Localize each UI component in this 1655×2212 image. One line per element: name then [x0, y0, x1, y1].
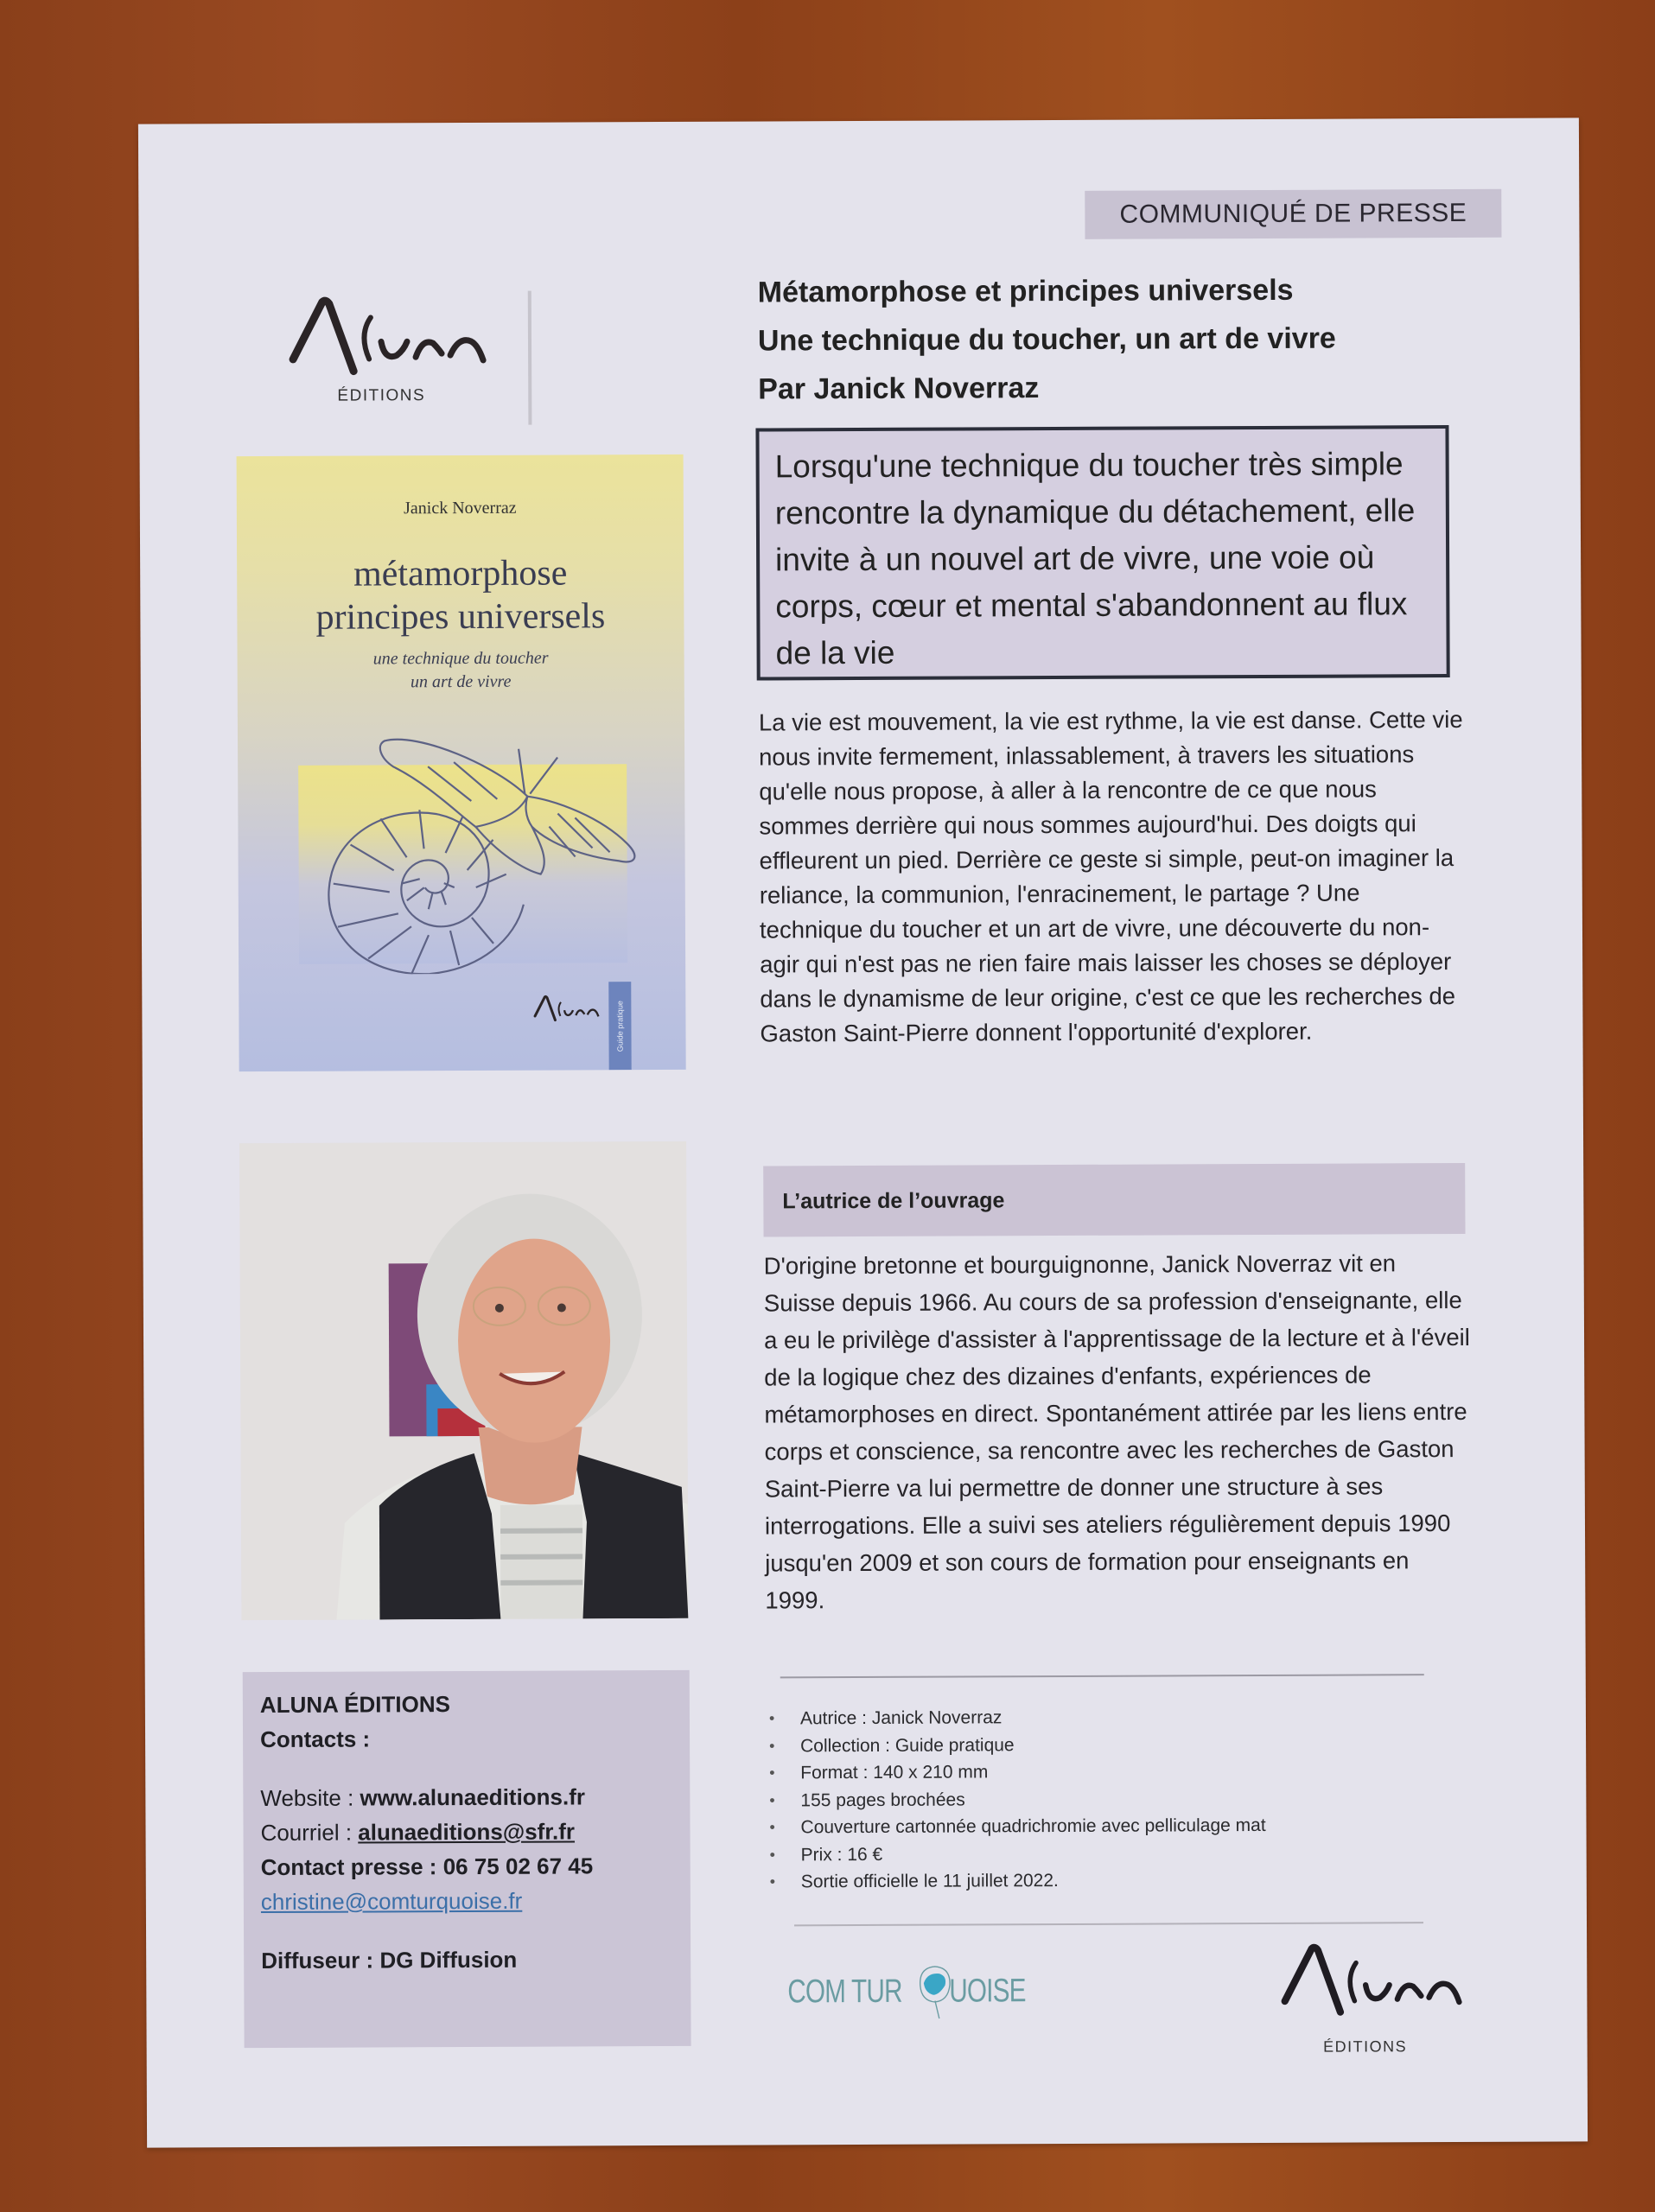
- com-turquoise-text-left: COM TUR: [787, 1973, 902, 2010]
- logo-bottom-editions-label: ÉDITIONS: [1323, 2037, 1408, 2056]
- cover-title: [237, 551, 684, 639]
- com-turquoise-text-right: UOISE: [948, 1972, 1026, 2010]
- logo-divider: [528, 291, 532, 425]
- press-release-badge: COMMUNIQUÉ DE PRESSE: [1085, 189, 1501, 239]
- cover-subtitle: [238, 646, 684, 695]
- spec-item: • Format : 140 x 210 mm: [766, 1757, 1423, 1787]
- book-cover-image: [237, 454, 686, 1071]
- author-bio-paragraph: D'origine bretonne et bourguignonne, Janick Noverraz vit en Suisse depuis 1966. Au cours de sa profession d'enseignante, elle a eu le privilège d'assister à l'apprentissage de la lecture et à l'éveil de la logique chez des dizaines d'enfants, expériences de métamorphoses en direct. Spontanément attirée par les liens entre corps et conscience, sa rencontre avec les recherches de Gaston Saint-Pierre va lui permettre de donner une structure à ses interrogations. Elle a suivi ses ateliers régulièrement depuis 1990 jusqu'en 2009 et son cours de formation pour enseignants en 1999.: [763, 1249, 1470, 1614]
- book-specs-list: [766, 1702, 1423, 1896]
- website-label: Website :: [260, 1784, 360, 1812]
- author-portrait-icon: [239, 1141, 688, 1620]
- aluna-wordmark-bottom-icon: [1278, 1937, 1468, 2020]
- contact-box: [243, 1670, 691, 2048]
- email-link[interactable]: alunaeditions@sfr.fr: [358, 1818, 576, 1846]
- aluna-wordmark-icon: [286, 291, 493, 378]
- cover-aluna-logo-icon: [532, 990, 602, 1025]
- cover-author: Janick Noverraz: [404, 498, 517, 518]
- cover-title-line1: métamorphose: [353, 553, 568, 594]
- contact-email-row: [260, 1814, 672, 1850]
- contact-label: Contacts :: [259, 1726, 371, 1753]
- spec-item: • Collection : Guide pratique: [766, 1730, 1423, 1760]
- spec-item: • Autrice : Janick Noverraz: [766, 1702, 1423, 1732]
- press-label: Contact presse :: [260, 1853, 443, 1881]
- specs-divider-bottom: [794, 1922, 1423, 1926]
- nautilus-butterfly-illustration-icon: [298, 731, 679, 975]
- aluna-logo-top: [286, 291, 529, 422]
- headline: [758, 265, 1537, 414]
- cover-collection-tag: Guide pratique: [608, 982, 631, 1070]
- cover-subtitle-line2: un art de vivre: [410, 671, 512, 692]
- headline-title: Métamorphose et principes universels: [757, 273, 1294, 309]
- author-section-heading: L’autrice de l’ouvrage: [763, 1163, 1465, 1237]
- distributor-name: DG Diffusion: [379, 1946, 518, 1974]
- press-release-sheet: [138, 118, 1588, 2147]
- spec-item: • Prix : 16 €: [767, 1839, 1423, 1869]
- spec-item: • Couverture cartonnée quadrichromie avec pelliculage mat: [766, 1811, 1423, 1841]
- com-turquoise-logo: [787, 1943, 1047, 2039]
- contact-publisher: ALUNA ÉDITIONS: [259, 1691, 450, 1719]
- website-link[interactable]: www.alunaeditions.fr: [360, 1783, 586, 1811]
- contact-press-row: [261, 1848, 673, 1885]
- spec-item: • 155 pages brochées: [766, 1784, 1423, 1815]
- specs-divider-top: [780, 1674, 1424, 1678]
- press-email-link[interactable]: christine@comturquoise.fr: [260, 1887, 523, 1916]
- pull-quote-box: Lorsqu'une technique du toucher très simple rencontre la dynamique du détachement, elle invite à un nouvel art de vivre, une voie où corps, cœur et mental s'abandonnent au flux de la vie: [755, 425, 1449, 680]
- headline-subtitle: Une technique du toucher, un art de vivre: [757, 321, 1336, 358]
- intro-paragraph: La vie est mouvement, la vie est rythme, la vie est danse. Cette vie nous invite fermement, inlassablement, à travers les situations qu'elle nous propose, à aller à la rencontre de ce que nous sommes derrière qui nous sommes aujourd'hui. Des doigts qui effleurent un pied. Derrière ce geste si simple, peut-on imaginer la reliance, la communion, l'enracinement, le partage ? Une technique du toucher et un art de vivre, une découverte du non-agir qui n'est pas ne rien faire mais laisser les choses se déployer dans le dynamisme de leur origine, c'est ce que les recherches de Gaston Saint-Pierre donnent l'opportunité d'explorer.: [758, 705, 1463, 1047]
- contact-website-row: [260, 1779, 672, 1815]
- email-label: Courriel :: [260, 1819, 359, 1847]
- logo-editions-label: ÉDITIONS: [337, 386, 426, 405]
- cover-subtitle-line1: une technique du toucher: [372, 648, 549, 669]
- contact-press-email-row: [261, 1883, 673, 1919]
- aluna-logo-bottom: [1278, 1937, 1478, 2059]
- spec-item: • Sortie officielle le 11 juillet 2022.: [767, 1866, 1423, 1896]
- headline-author: Par Janick Noverraz: [758, 372, 1040, 406]
- contact-distributor-row: [261, 1942, 673, 1978]
- distributor-label: Diffuseur :: [261, 1947, 380, 1974]
- cover-title-line2: principes universels: [315, 596, 606, 638]
- author-photo: [239, 1141, 688, 1620]
- press-phone: 06 75 02 67 45: [442, 1853, 594, 1880]
